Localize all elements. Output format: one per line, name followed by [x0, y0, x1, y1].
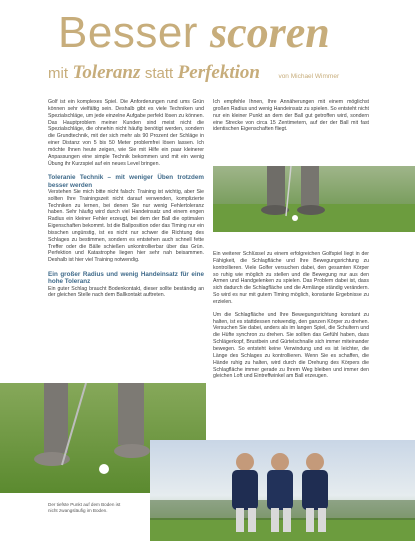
- article-column-right-top: [213, 99, 369, 139]
- photo-caption: Der tiefste Punkt auf dem Boden ist nicht zwangsläufig im Boden.: [48, 502, 121, 513]
- paragraph-body-rotation: Um die Schlagfläche und Ihre Bewegungsrichtung konstant zu halten, ist es stattdessen notwendig, den ganzen Körper zu drehen. Versuchen Sie dabei, anders als im langen Spiel, die Schultern und die Hüfte synchron zu drehen. Sie sollten das Gefühl haben, dass Schlägerkopf, Brustbein und Gürtelschnalle sich immer miteinander bewegen. So entsteht keine Verwindung und es ist leichter, die Länge des Schlages zu kontrollieren. Wenn Sie es schaffen, die Hände ruhig zu halten, wird durch die Drehung des Körpers die Schlagfläche immer gerade zu Ihrem Weg bleiben und immer den gleichen Loft und Eintreffwinkel am Ball erzeugen.: [213, 311, 369, 380]
- section-heading-technique: Toleranie Technik – mit weniger Üben trotzdem besser werden: [48, 174, 204, 189]
- subtitle-perfektion: Perfektion: [177, 62, 260, 83]
- subtitle-statt: statt: [144, 65, 174, 82]
- subtitle: [48, 62, 339, 88]
- subtitle-toleranz: Toleranz: [72, 62, 141, 83]
- title-word-besser: Besser: [58, 8, 198, 57]
- paragraph-clubface: Ein weiterer Schlüssel zu einem erfolgreichen Golfspiel liegt in der Fähigkeit, die Schlagfläche und Ihre Bewegungsrichtung zu kontrollieren. Viele Golfer versuchen dabei, den gesamten Körper so ruhig wie möglich zu stellen und die Bewegung nur aus den Armen und Handgelenken zu spielen. Das Problem dabei ist, dass sich dadurch die Schlagfläche und die Armlänge ständig verändern. So wird es nur mit gutem Timing möglich, konstante Ergebnisse zu erzielen.: [213, 251, 369, 305]
- article-column-right-middle: [213, 251, 369, 386]
- paragraph-ground-contact: Ein guter Schlag braucht Bodenkontakt, dieser sollte beständig an der gleichen Stelle nach dem Ballkontakt auftreten.: [48, 285, 204, 299]
- subtitle-mit: mit: [48, 65, 68, 82]
- photo-golfer-stance: [213, 166, 415, 232]
- title-word-scoren: scoren: [210, 8, 330, 57]
- section-heading-radius: Ein großer Radius und wenig Handeinsatz für eine hohe Toleranz: [48, 271, 204, 286]
- photo-rotation-sequence: [150, 440, 415, 541]
- paragraph-radius-advice: Ich empfehle Ihnen, Ihre Annäherungen mit einem möglichst großen Radius und wenig Handeinsatz zu spielen. So entsteht nicht nur ein kleiner Punkt an dem der Ball gut getroffen wird, sondern eine Strecke von circa 15 Zentimetern, auf der der Ball mit fast identischen Eigenschaften fliegt.: [213, 99, 369, 133]
- article-column-left: [48, 99, 204, 305]
- paragraph-training: Verstehen Sie mich bitte nicht falsch: Training ist wichtig, aber Sie sollten Ihre Trainingszeit nicht darauf verwenden, komplizierte Techniken zu lernen, bei denen Sie nur wenig Fehlertoleranz haben. Sehr häufig wird durch viel Handeinsatz und einem engen Radius ein kleiner Fehler erzeugt, bei dem der Ball die optimalen Eigenschaften bekommt. Ist die Ballposition oder das Timing nur ein bisschen ungünstig, ist es nicht nur schwer die Richtung des Schlages zu bestimmen, sondern es entstehen auch schnell fette Treffer oder die Bälle schießen unkontrollierbar über das Grün. Perfektion und Katastrophe liegen hier sehr nah beisammen. Deshalb ist hier viel Training notwendig.: [48, 188, 204, 264]
- author-byline: von Michael Wimmer: [278, 73, 340, 80]
- paragraph-intro: Golf ist ein komplexes Spiel. Die Anforderungen rund ums Grün können sehr vielfältig sein. Deshalb gibt es viele Techniken und Spezialschläge, um jede einzelne Aufgabe perfekt lösen zu können. Das Hauptproblem meiner Kunden sind meist nicht die Spezialschläge, die ohnehin nicht häufig benötigt werden, sondern die Grundtechnik, mit der sich mehr als 90 Prozent der Schläge in einer Distanz von 5 bis 50 Meter problemfrei lösen lassen. Ich möchte Ihnen heute zeigen, wie Sie mit Hilfe ein paar kleinerer Anpassungen eine simple Technik bekommen und mit ein wenig Übung ihr Kurzspiel auf ein neues Level bringen.: [48, 99, 204, 167]
